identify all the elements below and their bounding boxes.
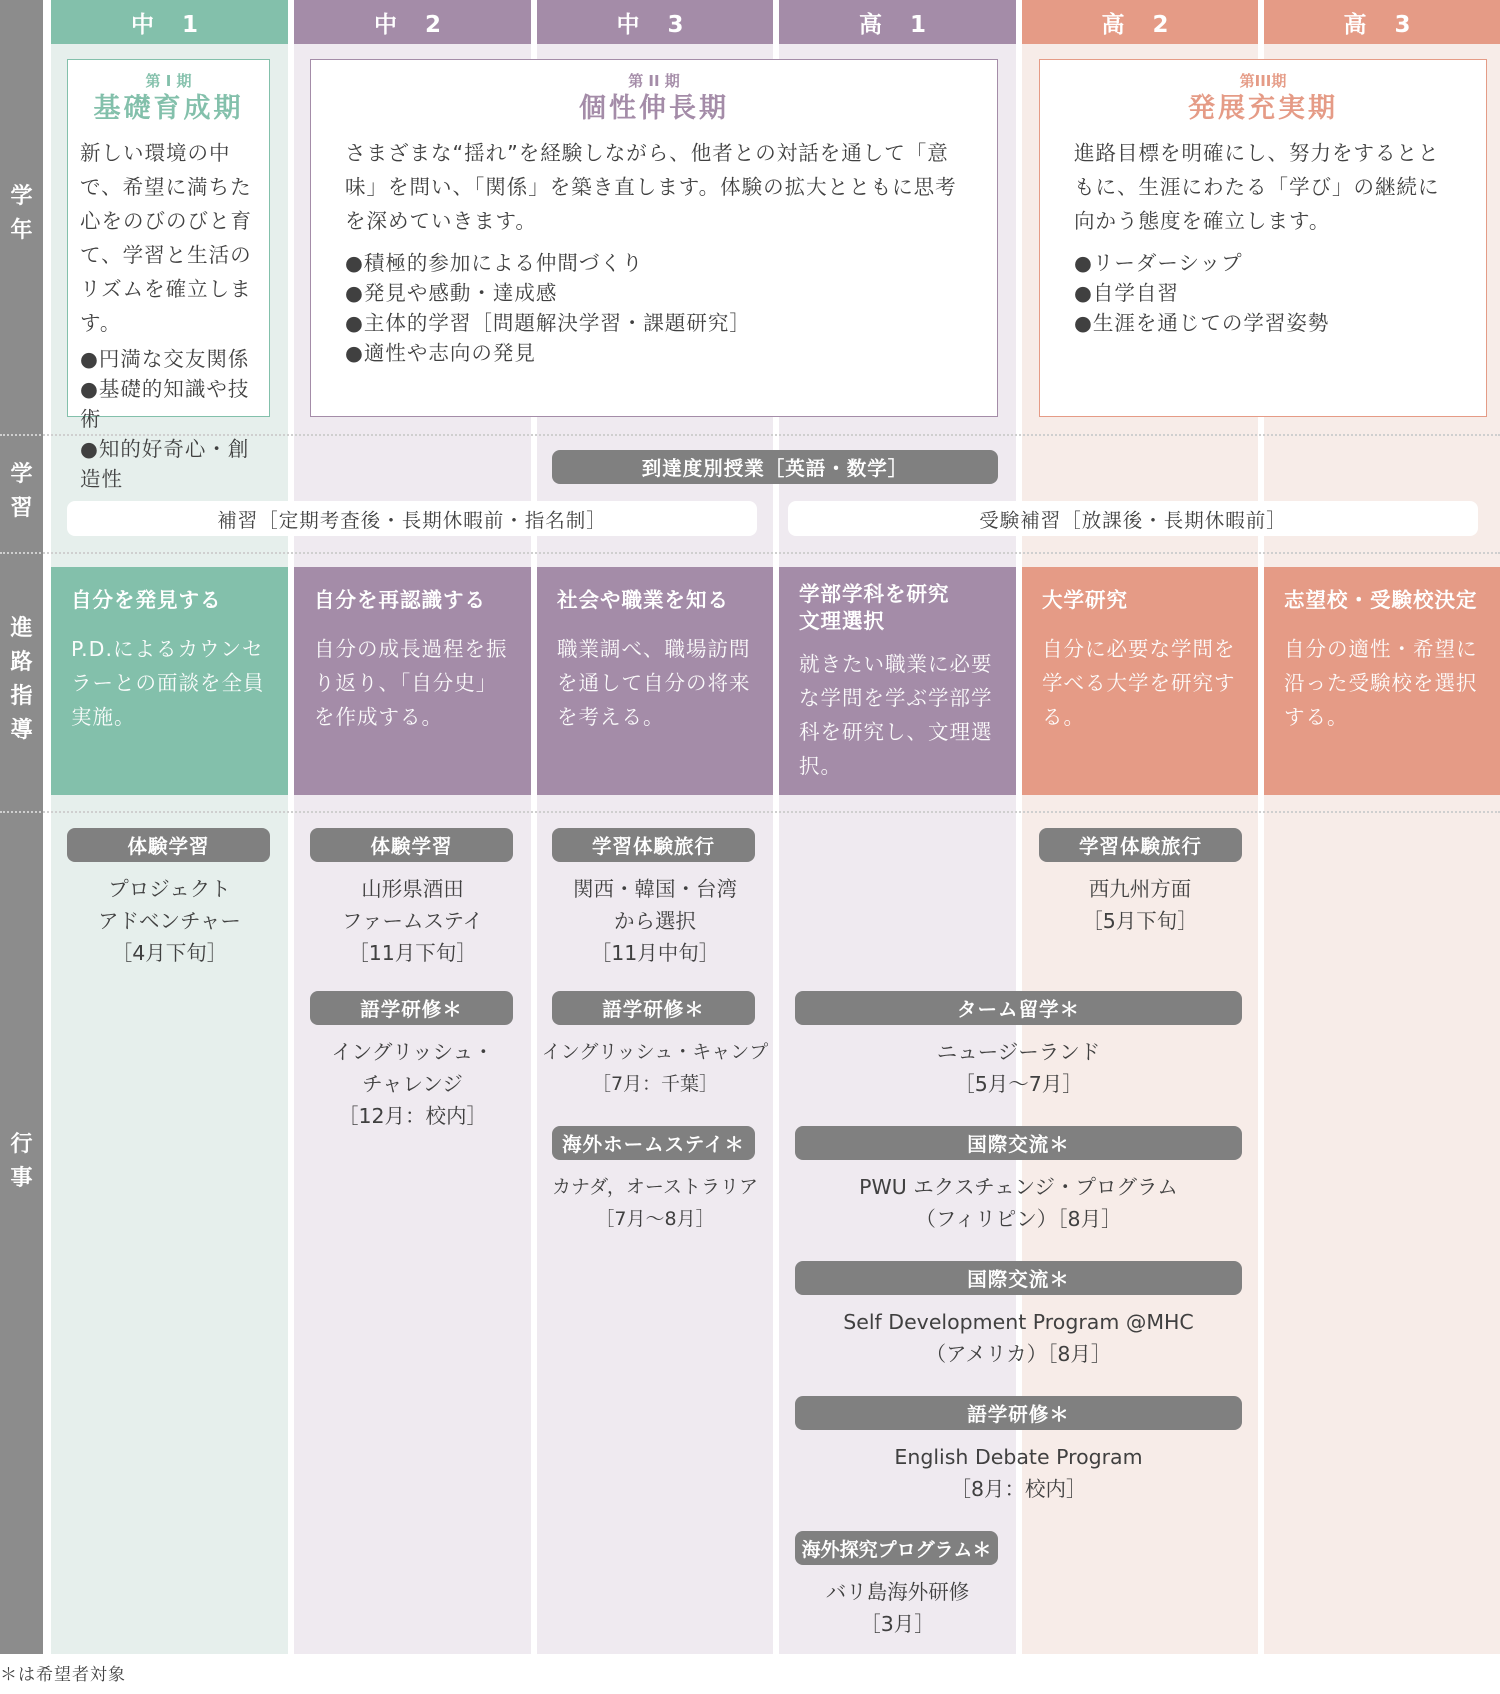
event-detail	[537, 1171, 773, 1235]
guidance-card-j2	[294, 567, 531, 795]
period-bullet: ●適性や志向の発見	[345, 341, 536, 365]
event-line: チャレンジ	[362, 1072, 463, 1096]
event-label-pill: 語学研修＊	[552, 991, 755, 1025]
period-name: 発展充実期	[1188, 93, 1338, 124]
proficiency-class-pill: 到達度別授業［英語・数学］	[552, 450, 998, 484]
period-bullets	[345, 248, 963, 368]
event-line: イングリッシュ・キャンプ	[541, 1041, 769, 1063]
guidance-card-j3	[537, 567, 773, 795]
period-number: 第III期	[1239, 72, 1287, 90]
period-bullet: ●主体的学習［問題解決学習・課題研究］	[345, 311, 751, 335]
period-box-3	[1039, 59, 1487, 417]
event-label-pill: 学習体験旅行	[1039, 828, 1242, 862]
event-detail	[779, 1036, 1258, 1100]
event-line: ［5月下旬］	[1082, 909, 1198, 933]
guidance-description: P.D.によるカウンセラーとの面談を全員実施。	[71, 637, 265, 729]
row-label-gakunen: 学年	[10, 184, 33, 243]
row-separator	[0, 552, 1500, 554]
guidance-title: 自分を発見する	[71, 588, 222, 612]
event-label-pill: 体験学習	[310, 828, 513, 862]
event-line: PWU エクスチェンジ・プログラム	[859, 1175, 1178, 1199]
event-label-pill: 海外探究プログラム＊	[795, 1531, 998, 1565]
event-line: イングリッシュ・	[331, 1040, 494, 1064]
event-line: 関西・韓国・台湾	[573, 877, 737, 901]
period-name: 個性伸長期	[579, 93, 729, 124]
event-line: ［7月：千葉］	[591, 1073, 719, 1095]
event-detail	[51, 873, 288, 969]
event-detail	[294, 873, 531, 969]
event-detail	[537, 873, 773, 969]
event-line: ［7月〜8月］	[595, 1208, 715, 1230]
guidance-description: 就きたい職業に必要な学問を学ぶ学部学科を研究し、文理選択。	[799, 652, 993, 778]
period-name: 基礎育成期	[93, 93, 244, 124]
event-line: カナダ，オーストラリア	[552, 1176, 758, 1198]
event-line: 山形県酒田	[361, 877, 464, 901]
event-line: 西九州方面	[1088, 877, 1192, 901]
event-line: ［11月下旬］	[348, 941, 477, 965]
period-description: 新しい環境の中で、希望に満ちた心をのびのびと育て、学習と生活のリズムを確立します。	[80, 141, 252, 335]
row-label-shinro: 進路指導	[10, 616, 33, 743]
period-description: さまざまな“揺れ”を経験しながら、他者との対話を通して「意味」を問い、「関係」を築き直します。体験の拡大とともに思考を深めていきます。	[345, 141, 957, 233]
event-label-pill: 海外ホームステイ＊	[552, 1126, 755, 1160]
event-detail	[779, 1306, 1258, 1370]
event-label-pill: 学習体験旅行	[552, 828, 755, 862]
event-line: （フィリピン）［8月］	[915, 1207, 1122, 1231]
event-line: ［11月中旬］	[590, 941, 720, 965]
juken-hoshu-pill: 受験補習［放課後・長期休暇前］	[788, 501, 1478, 536]
guidance-title: 自分を再認識する	[314, 588, 486, 612]
grade-header-h1: 高 1	[779, 0, 1016, 44]
row-label-gakushu: 学習	[10, 462, 33, 521]
event-line: バリ島海外研修	[825, 1580, 970, 1604]
guidance-title: 学部学科を研究 文理選択	[799, 582, 950, 633]
guidance-card-h3	[1264, 567, 1500, 795]
guidance-title: 大学研究	[1042, 588, 1128, 612]
event-detail	[779, 1171, 1258, 1235]
event-label-pill: ターム留学＊	[795, 991, 1242, 1025]
event-line: ［4月下旬］	[111, 941, 228, 965]
guidance-card-j1	[51, 567, 288, 795]
period-bullet: ●基礎的知識や技術	[80, 377, 250, 431]
event-line: Self Development Program @MHC	[843, 1310, 1194, 1334]
guidance-title: 社会や職業を知る	[557, 588, 729, 612]
event-line: ［12月：校内］	[337, 1104, 488, 1128]
event-label-pill: 語学研修＊	[795, 1396, 1242, 1430]
period-bullets	[1074, 248, 1452, 338]
period-bullet: ●積極的参加による仲間づくり	[345, 251, 644, 275]
period-bullet: ●自学自習	[1074, 281, 1179, 305]
hoshu-pill: 補習［定期考査後・長期休暇前・指名制］	[67, 501, 757, 536]
period-description: 進路目標を明確にし、努力をするとともに、生涯にわたる「学び」の継続に向かう態度を確立します。	[1074, 141, 1440, 233]
footnote: ＊は希望者対象	[0, 1665, 126, 1685]
row-separator	[0, 811, 1500, 813]
event-detail	[537, 1036, 773, 1100]
event-label-pill: 体験学習	[67, 828, 270, 862]
grade-header-h2: 高 2	[1022, 0, 1258, 44]
period-box-2	[310, 59, 998, 417]
event-line: プロジェクト	[108, 877, 231, 901]
event-line: ファームステイ	[341, 909, 484, 933]
guidance-description: 職業調べ、職場訪問を通して自分の将来を考える。	[557, 637, 751, 729]
event-detail	[779, 1576, 1016, 1640]
grade-header-j2: 中 2	[294, 0, 531, 44]
period-box-1	[67, 59, 270, 491]
event-line: アドベンチャー	[98, 909, 241, 933]
grade-header-h3: 高 3	[1264, 0, 1500, 44]
period-bullet: ●円満な交友関係	[80, 347, 250, 371]
guidance-title: 志望校・受験校決定	[1284, 588, 1478, 612]
event-detail	[779, 1441, 1258, 1505]
period-bullet: ●生涯を通じての学習姿勢	[1074, 311, 1330, 335]
event-label-pill: 国際交流＊	[795, 1126, 1242, 1160]
guidance-card-h2	[1022, 567, 1258, 795]
period-bullet: ●知的好奇心・創造性	[80, 437, 250, 491]
event-line: English Debate Program	[894, 1445, 1143, 1469]
period-bullets	[80, 344, 257, 494]
guidance-description: 自分の成長過程を振り返り、「自分史」を作成する。	[314, 637, 508, 729]
period-number: 第 I 期	[145, 72, 192, 90]
event-line: から選択	[614, 909, 696, 933]
period-bullet: ●発見や感動・達成感	[345, 281, 558, 305]
row-label-gyoji: 行事	[10, 1132, 33, 1191]
guidance-description: 自分の適性・希望に沿った受験校を選択する。	[1284, 637, 1478, 729]
event-detail	[1022, 873, 1258, 937]
row-label-bar	[0, 0, 43, 1654]
guidance-card-h1	[779, 567, 1016, 795]
grade-header-j3: 中 3	[537, 0, 773, 44]
event-line: ［3月］	[860, 1612, 935, 1636]
event-line: （アメリカ）［8月］	[925, 1342, 1112, 1366]
period-bullet: ●リーダーシップ	[1074, 251, 1243, 275]
guidance-description: 自分に必要な学問を学べる大学を研究する。	[1042, 637, 1236, 729]
event-label-pill: 国際交流＊	[795, 1261, 1242, 1295]
event-line: ［8月：校内］	[950, 1477, 1087, 1501]
event-label-pill: 語学研修＊	[310, 991, 513, 1025]
event-line: ニュージーランド	[936, 1040, 1101, 1064]
event-detail	[294, 1036, 531, 1132]
period-number: 第 II 期	[628, 72, 680, 90]
event-line: ［5月〜7月］	[954, 1072, 1083, 1096]
grade-header-j1: 中 1	[51, 0, 288, 44]
